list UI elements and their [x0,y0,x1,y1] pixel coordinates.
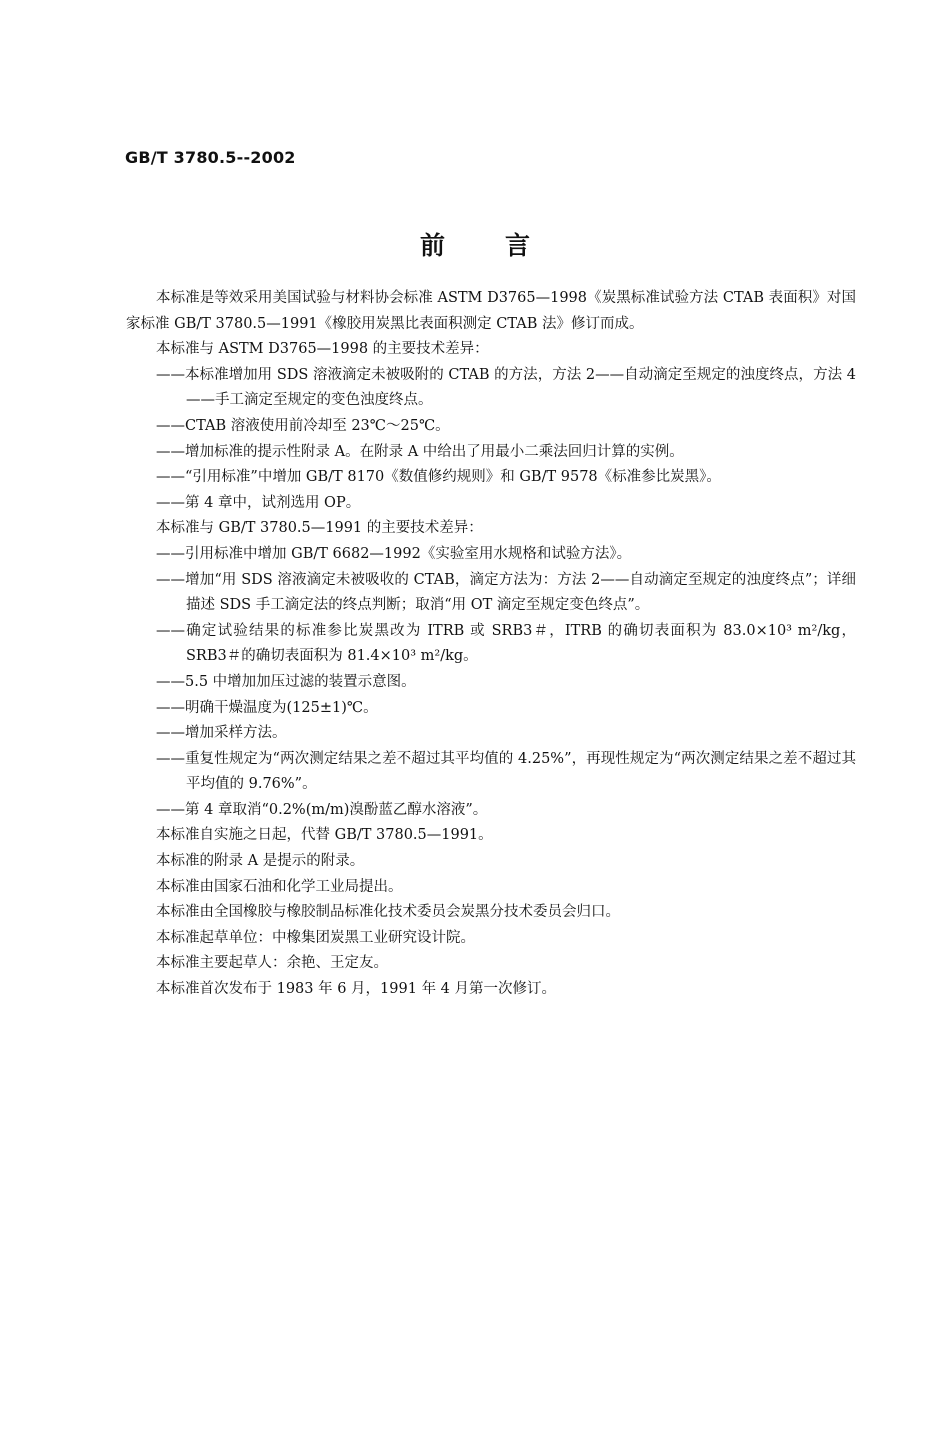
title-char-1: 前 [419,231,445,260]
paragraph: 本标准是等效采用美国试验与材料协会标准 ASTM D3765—1998《炭黑标准试验方法 CTAB 表面积》对国家标准 GB/T 3780.5—1991《橡胶用炭黑比表面积测定 CTAB 法》修订而成。 [126,290,856,332]
foreword-body [126,286,856,1003]
dash-item: ——明确干燥温度为(125±1)℃。 [156,699,378,716]
dash-item: ——5.5 中增加加压过滤的装置示意图。 [156,673,416,690]
dash-item: ——第 4 章中，试剂选用 OP。 [156,494,361,511]
dash-item: ——重复性规定为“两次测定结果之差不超过其平均值的 4.25%”，再现性规定为“两次测定结果之差不超过其平均值的 9.76%”。 [156,750,856,793]
paragraph: 本标准由全国橡胶与橡胶制品标准化技术委员会炭黑分技术委员会归口。 [156,904,620,921]
dash-item: ——增加采样方法。 [156,725,287,742]
dash-item: ——增加“用 SDS 溶液滴定未被吸收的 CTAB，滴定方法为：方法 2——自动滴定至规定的浊度终点”；详细描述 SDS 手工滴定法的终点判断；取消“用 OT 滴定至规定变色终点”。 [156,571,856,614]
paragraph: 本标准与 GB/T 3780.5—1991 的主要技术差异： [156,520,483,537]
dash-item: ——CTAB 溶液使用前冷却至 23℃～25℃。 [156,417,450,434]
paragraph: 本标准自实施之日起，代替 GB/T 3780.5—1991。 [156,827,493,844]
title-char-2: 言 [505,231,531,260]
dash-item: ——增加标准的提示性附录 A。在附录 A 中给出了用最小二乘法回归计算的实例。 [156,443,684,460]
dash-item: ——第 4 章取消“0.2%(m/m)溴酚蓝乙醇水溶液”。 [156,801,488,818]
paragraph: 本标准由国家石油和化学工业局提出。 [156,878,403,895]
paragraph: 本标准起草单位：中橡集团炭黑工业研究设计院。 [156,929,475,946]
paragraph: 本标准的附录 A 是提示的附录。 [156,853,365,870]
paragraph: 本标准主要起草人：余艳、王定友。 [156,955,388,972]
dash-item: ——确定试验结果的标准参比炭黑改为 ITRB 或 SRB3＃，ITRB 的确切表面积为 83.0×10³ m²/kg，SRB3＃的确切表面积为 81.4×10³ m²/kg。 [156,622,856,665]
paragraph: 本标准与 ASTM D3765—1998 的主要技术差异： [156,341,489,358]
dash-item: ——本标准增加用 SDS 溶液滴定未被吸附的 CTAB 的方法，方法 2——自动滴定至规定的浊度终点，方法 4——手工滴定至规定的变色浊度终点。 [156,366,856,409]
standard-code: GB/T 3780.5--2002 [125,148,296,167]
dash-item: ——“引用标准”中增加 GB/T 8170《数值修约规则》和 GB/T 9578《标准参比炭黑》。 [156,469,721,486]
page-title [0,226,950,262]
paragraph: 本标准首次发布于 1983 年 6 月，1991 年 4 月第一次修订。 [156,981,557,998]
dash-item: ——引用标准中增加 GB/T 6682—1992《实验室用水规格和试验方法》。 [156,545,632,562]
